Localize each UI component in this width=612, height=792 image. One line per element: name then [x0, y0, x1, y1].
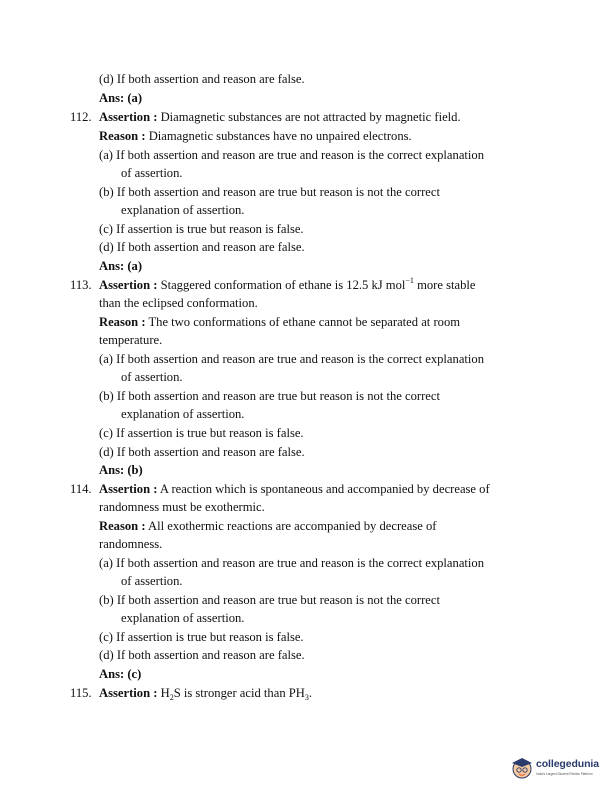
reason: Reason : Diamagnetic substances have no unpaired electrons.: [99, 129, 412, 143]
reason-cont: temperature.: [99, 333, 163, 347]
option-d: (d) If both assertion and reason are false.: [99, 445, 305, 459]
question-number: 112.: [70, 110, 92, 124]
option-c: (c) If assertion is true but reason is false.: [99, 222, 304, 236]
option-a: (a) If both assertion and reason are true and reason is the correct explanation: [99, 352, 484, 366]
assertion: Assertion : A reaction which is spontaneous and accompanied by decrease of: [99, 482, 490, 496]
option-a-cont: of assertion.: [121, 370, 183, 384]
option-a-cont: of assertion.: [121, 166, 183, 180]
assertion-cont: than the eclipsed conformation.: [99, 296, 258, 310]
brand-name: collegedunia: [536, 758, 599, 770]
reason: Reason : The two conformations of ethane cannot be separated at room: [99, 315, 461, 329]
option-a: (a) If both assertion and reason are true and reason is the correct explanation: [99, 148, 484, 162]
option-b-cont: explanation of assertion.: [121, 611, 245, 625]
assertion: Assertion : $H_2S$ is stronger acid than $PH_3$.: [99, 686, 313, 702]
option-d: (d) If both assertion and reason are false.: [99, 240, 305, 254]
option-b: (b) If both assertion and reason are true but reason is not the correct: [99, 389, 440, 403]
answer: Ans: (b): [99, 463, 143, 477]
assertion: Assertion : Diamagnetic substances are not attracted by magnetic field.: [99, 110, 461, 124]
reason: Reason : All exothermic reactions are accompanied by decrease of: [99, 519, 437, 533]
answer: Ans: (a): [99, 259, 143, 273]
option-b-cont: explanation of assertion.: [121, 407, 245, 421]
reason-cont: randomness.: [99, 537, 163, 551]
option-c: (c) If assertion is true but reason is false.: [99, 426, 304, 440]
answer: Ans: (c): [99, 667, 142, 681]
question-number: 114.: [70, 482, 92, 496]
answer: Ans: (a): [99, 91, 143, 105]
option-d: (d) If both assertion and reason are false.: [99, 72, 305, 86]
option-a: (a) If both assertion and reason are true and reason is the correct explanation: [99, 556, 484, 570]
question-number: 113.: [70, 278, 92, 292]
assertion: Assertion : Staggered conformation of ethane is 12.5 kJ mol$^{-1}$ more stable: [99, 276, 476, 292]
assertion-cont: randomness must be exothermic.: [99, 500, 265, 514]
graduate-mascot-icon: [509, 755, 535, 781]
option-b: (b) If both assertion and reason are true but reason is not the correct: [99, 185, 440, 199]
option-b-cont: explanation of assertion.: [121, 203, 245, 217]
option-a-cont: of assertion.: [121, 574, 183, 588]
question-number: 115.: [70, 686, 92, 700]
brand-logo: [509, 755, 609, 785]
option-c: (c) If assertion is true but reason is false.: [99, 630, 304, 644]
brand-tagline: India's Largest Student Review Platform: [536, 772, 593, 776]
option-d: (d) If both assertion and reason are false.: [99, 648, 305, 662]
option-b: (b) If both assertion and reason are true but reason is not the correct: [99, 593, 440, 607]
